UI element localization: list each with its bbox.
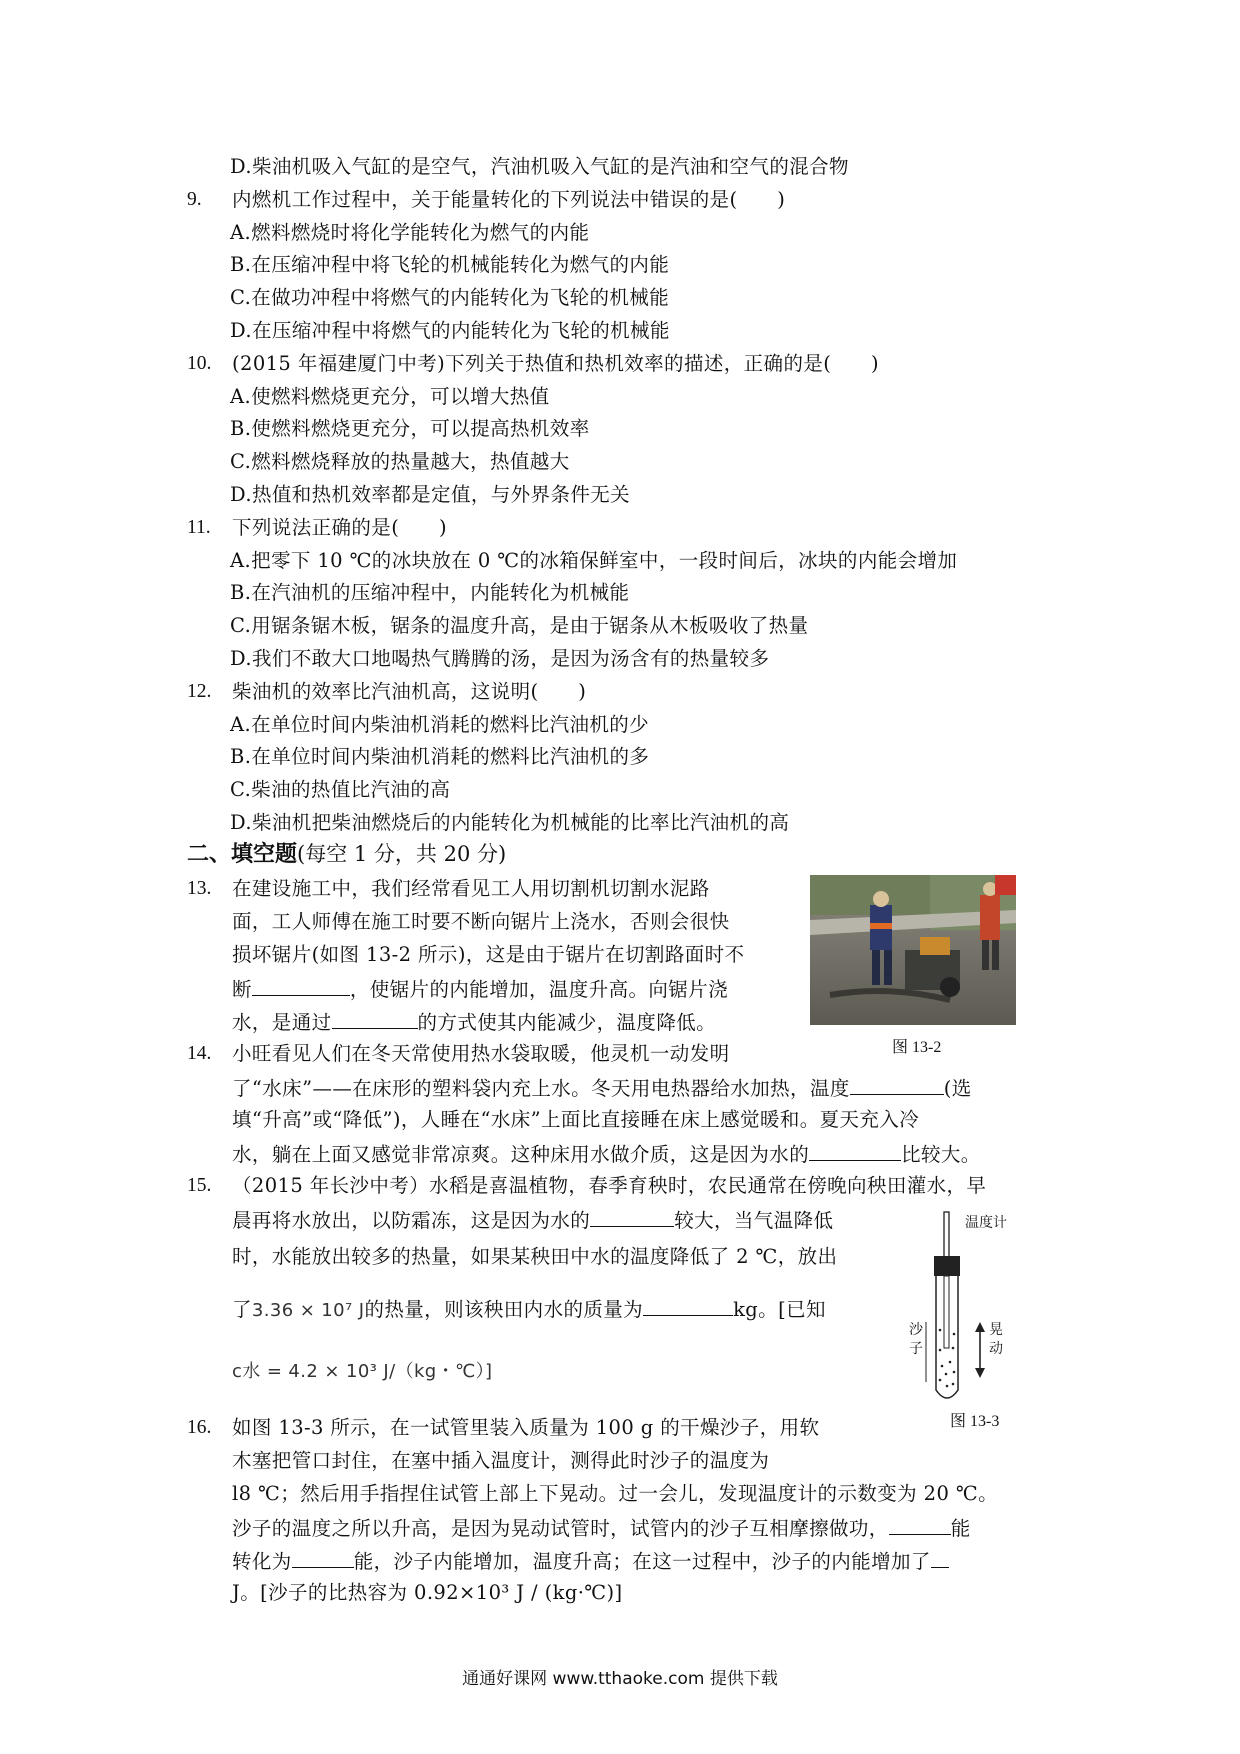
section-note: (每空 1 分，共 20 分) — [297, 842, 507, 866]
q14-line-4 — [232, 1140, 981, 1168]
test-tube-figure — [920, 1210, 1040, 1410]
q15-line-4 — [232, 1295, 826, 1324]
q15-line-4c: kg。[已知 — [733, 1298, 826, 1321]
construction-saw-photo — [810, 875, 1016, 1025]
q14-blank-2[interactable] — [809, 1140, 901, 1161]
page-footer: 通通好课网 www.tthaoke.com 提供下载 — [462, 1669, 778, 1689]
q15-line-3: 时，水能放出较多的热量，如果某秧田中水的温度降低了 2 ℃，放出 — [232, 1245, 838, 1268]
q14-line-2a: 了“水床”——在床形的塑料袋内充上水。冬天用电热器给水加热，温度 — [232, 1077, 850, 1100]
q13-number: 13. — [187, 878, 212, 899]
q16-line-6: J。[沙子的比热容为 0.92×10³ J / (kg·℃)] — [232, 1581, 623, 1604]
q10-number: 10. — [187, 353, 212, 374]
q16-line-5 — [232, 1547, 949, 1575]
q16-line-4a: 沙子的温度之所以升高，是因为晃动试管时，试管内的沙子互相摩擦做功， — [232, 1517, 889, 1540]
q13-line-3: 损坏锯片(如图 13-2 所示)，这是由于锯片在切割路面时不 — [232, 943, 745, 966]
q14-line-2 — [232, 1074, 972, 1102]
q14-blank-1[interactable] — [850, 1074, 944, 1095]
q14-line-3: 填“升高”或“降低”)，人睡在“水床”上面比直接睡在床上感觉暖和。夏天充入冷 — [232, 1108, 920, 1131]
q13-line-5a: 水，是通过 — [232, 1011, 332, 1034]
q11-option-b: B.在汽油机的压缩冲程中，内能转化为机械能 — [230, 581, 630, 604]
q11-option-d: D.我们不敢大口地喝热气腾腾的汤，是因为汤含有的热量较多 — [230, 647, 770, 670]
q10-option-a: A.使燃料燃烧更充分，可以增大热值 — [230, 385, 550, 408]
q16-blank-2[interactable] — [292, 1547, 354, 1568]
q12-stem: 柴油机的效率比汽油机高，这说明( ) — [232, 680, 587, 703]
q13-blank-1[interactable] — [252, 975, 350, 996]
q16-number: 16. — [187, 1417, 212, 1438]
q15-line-4a: 了 — [232, 1298, 252, 1321]
q11-number: 11. — [187, 517, 211, 538]
q15-heat-value: 3.36 × 10⁷ J — [251, 1300, 365, 1321]
q15-line-2a: 晨再将水放出，以防霜冻，这是因为水的 — [232, 1209, 591, 1232]
q16-line-3: l8 ℃；然后用手指捏住试管上部上下晃动。过一会儿，发现温度计的示数变为 20 ℃。 — [232, 1482, 998, 1505]
q9-stem: 内燃机工作过程中，关于能量转化的下列说法中错误的是( ) — [232, 188, 786, 211]
q15-line-4b: 的热量，则该秧田内水的质量为 — [364, 1298, 644, 1321]
q14-line-4b: 比较大。 — [901, 1143, 981, 1166]
q16-blank-3[interactable] — [931, 1547, 949, 1568]
q13-line-4b: ，使锯片的内能增加，温度升高。向锯片浇 — [349, 978, 729, 1001]
section-title: 二、填空题 — [187, 842, 298, 867]
q16-line-5b: 能，沙子内能增加，温度升高；在这一过程中，沙子的内能增加了 — [353, 1550, 931, 1573]
q9-option-b: B.在压缩冲程中将飞轮的机械能转化为燃气的内能 — [230, 253, 670, 276]
q13-line-2: 面，工人师傅在施工时要不断向锯片上浇水，否则会很快 — [232, 910, 730, 933]
q15-line-2b: 较大，当气温降低 — [674, 1209, 834, 1232]
q12-option-b: B.在单位时间内柴油机消耗的燃料比汽油机的多 — [230, 745, 650, 768]
q13-line-1: 在建设施工中，我们经常看见工人用切割机切割水泥路 — [232, 877, 710, 900]
sand-label-2: 子 — [909, 1341, 923, 1357]
q14-number: 14. — [187, 1043, 212, 1064]
q13-line-5 — [232, 1008, 716, 1036]
q15-line-2 — [232, 1206, 833, 1234]
q13-line-5b: 的方式使其内能减少，温度降低。 — [417, 1011, 717, 1034]
q8-option-d: D.柴油机吸入气缸的是空气，汽油机吸入气缸的是汽油和空气的混合物 — [230, 155, 849, 178]
q11-stem: 下列说法正确的是( ) — [232, 516, 448, 539]
q15-blank-1[interactable] — [590, 1206, 674, 1227]
q13-blank-2[interactable] — [332, 1008, 418, 1029]
shake-label-2: 动 — [989, 1341, 1003, 1357]
q14-line-2b: (选 — [943, 1077, 972, 1100]
shake-label-1: 晃 — [989, 1322, 1003, 1338]
q11-option-a: A.把零下 10 ℃的冰块放在 0 ℃的冰箱保鲜室中，一段时间后，冰块的内能会增加 — [230, 549, 958, 572]
q10-option-b: B.使燃料燃烧更充分，可以提高热机效率 — [230, 417, 590, 440]
q14-line-4a: 水，躺在上面又感觉非常凉爽。这种床用水做介质，这是因为水的 — [232, 1143, 810, 1166]
figure-13-3-caption: 图 13-3 — [950, 1413, 1000, 1430]
q15-number: 15. — [187, 1175, 212, 1196]
section-heading — [187, 840, 506, 869]
q10-stem: (2015 年福建厦门中考)下列关于热值和热机效率的描述，正确的是( ) — [232, 352, 880, 375]
q12-option-d: D.柴油机把柴油燃烧后的内能转化为机械能的比率比汽油机的高 — [230, 811, 790, 834]
q9-number: 9. — [187, 189, 202, 210]
q12-option-c: C.柴油的热值比汽油的高 — [230, 778, 451, 801]
q16-line-1: 如图 13-3 所示，在一试管里装入质量为 100 g 的干燥沙子，用软 — [232, 1416, 820, 1439]
q10-option-d: D.热值和热机效率都是定值，与外界条件无关 — [230, 483, 631, 506]
q16-line-4 — [232, 1514, 971, 1542]
q13-line-4 — [232, 975, 728, 1003]
q16-line-2: 木塞把管口封住，在塞中插入温度计，测得此时沙子的温度为 — [232, 1449, 770, 1472]
q16-blank-1[interactable] — [889, 1514, 951, 1535]
q15-blank-2[interactable] — [643, 1295, 733, 1316]
q9-option-a: A.燃料燃烧时将化学能转化为燃气的内能 — [230, 221, 590, 244]
q15-line-5 — [232, 1358, 492, 1385]
q15-specific-heat: c水 = 4.2 × 10³ J/（kg・℃）] — [232, 1361, 493, 1382]
q12-number: 12. — [187, 681, 212, 702]
q9-option-d: D.在压缩冲程中将燃气的内能转化为飞轮的机械能 — [230, 319, 670, 342]
q11-option-c: C.用锯条锯木板，锯条的温度升高，是由于锯条从木板吸收了热量 — [230, 614, 809, 637]
q12-option-a: A.在单位时间内柴油机消耗的燃料比汽油机的少 — [230, 713, 650, 736]
q16-line-4b: 能 — [950, 1517, 971, 1540]
sand-label-1: 沙 — [909, 1322, 923, 1338]
q9-option-c: C.在做功冲程中将燃气的内能转化为飞轮的机械能 — [230, 286, 670, 309]
q16-line-5a: 转化为 — [232, 1550, 292, 1573]
q15-line-1: （2015 年长沙中考）水稻是喜温植物，春季育秧时，农民通常在傍晚向秧田灌水，早 — [232, 1174, 987, 1197]
figure-13-2-caption: 图 13-2 — [892, 1039, 942, 1056]
q10-option-c: C.燃料燃烧释放的热量越大，热值越大 — [230, 450, 570, 473]
thermometer-label: 温度计 — [965, 1215, 1007, 1231]
q13-line-4a: 断 — [232, 978, 252, 1001]
q14-line-1: 小旺看见人们在冬天常使用热水袋取暖，他灵机一动发明 — [232, 1042, 730, 1065]
